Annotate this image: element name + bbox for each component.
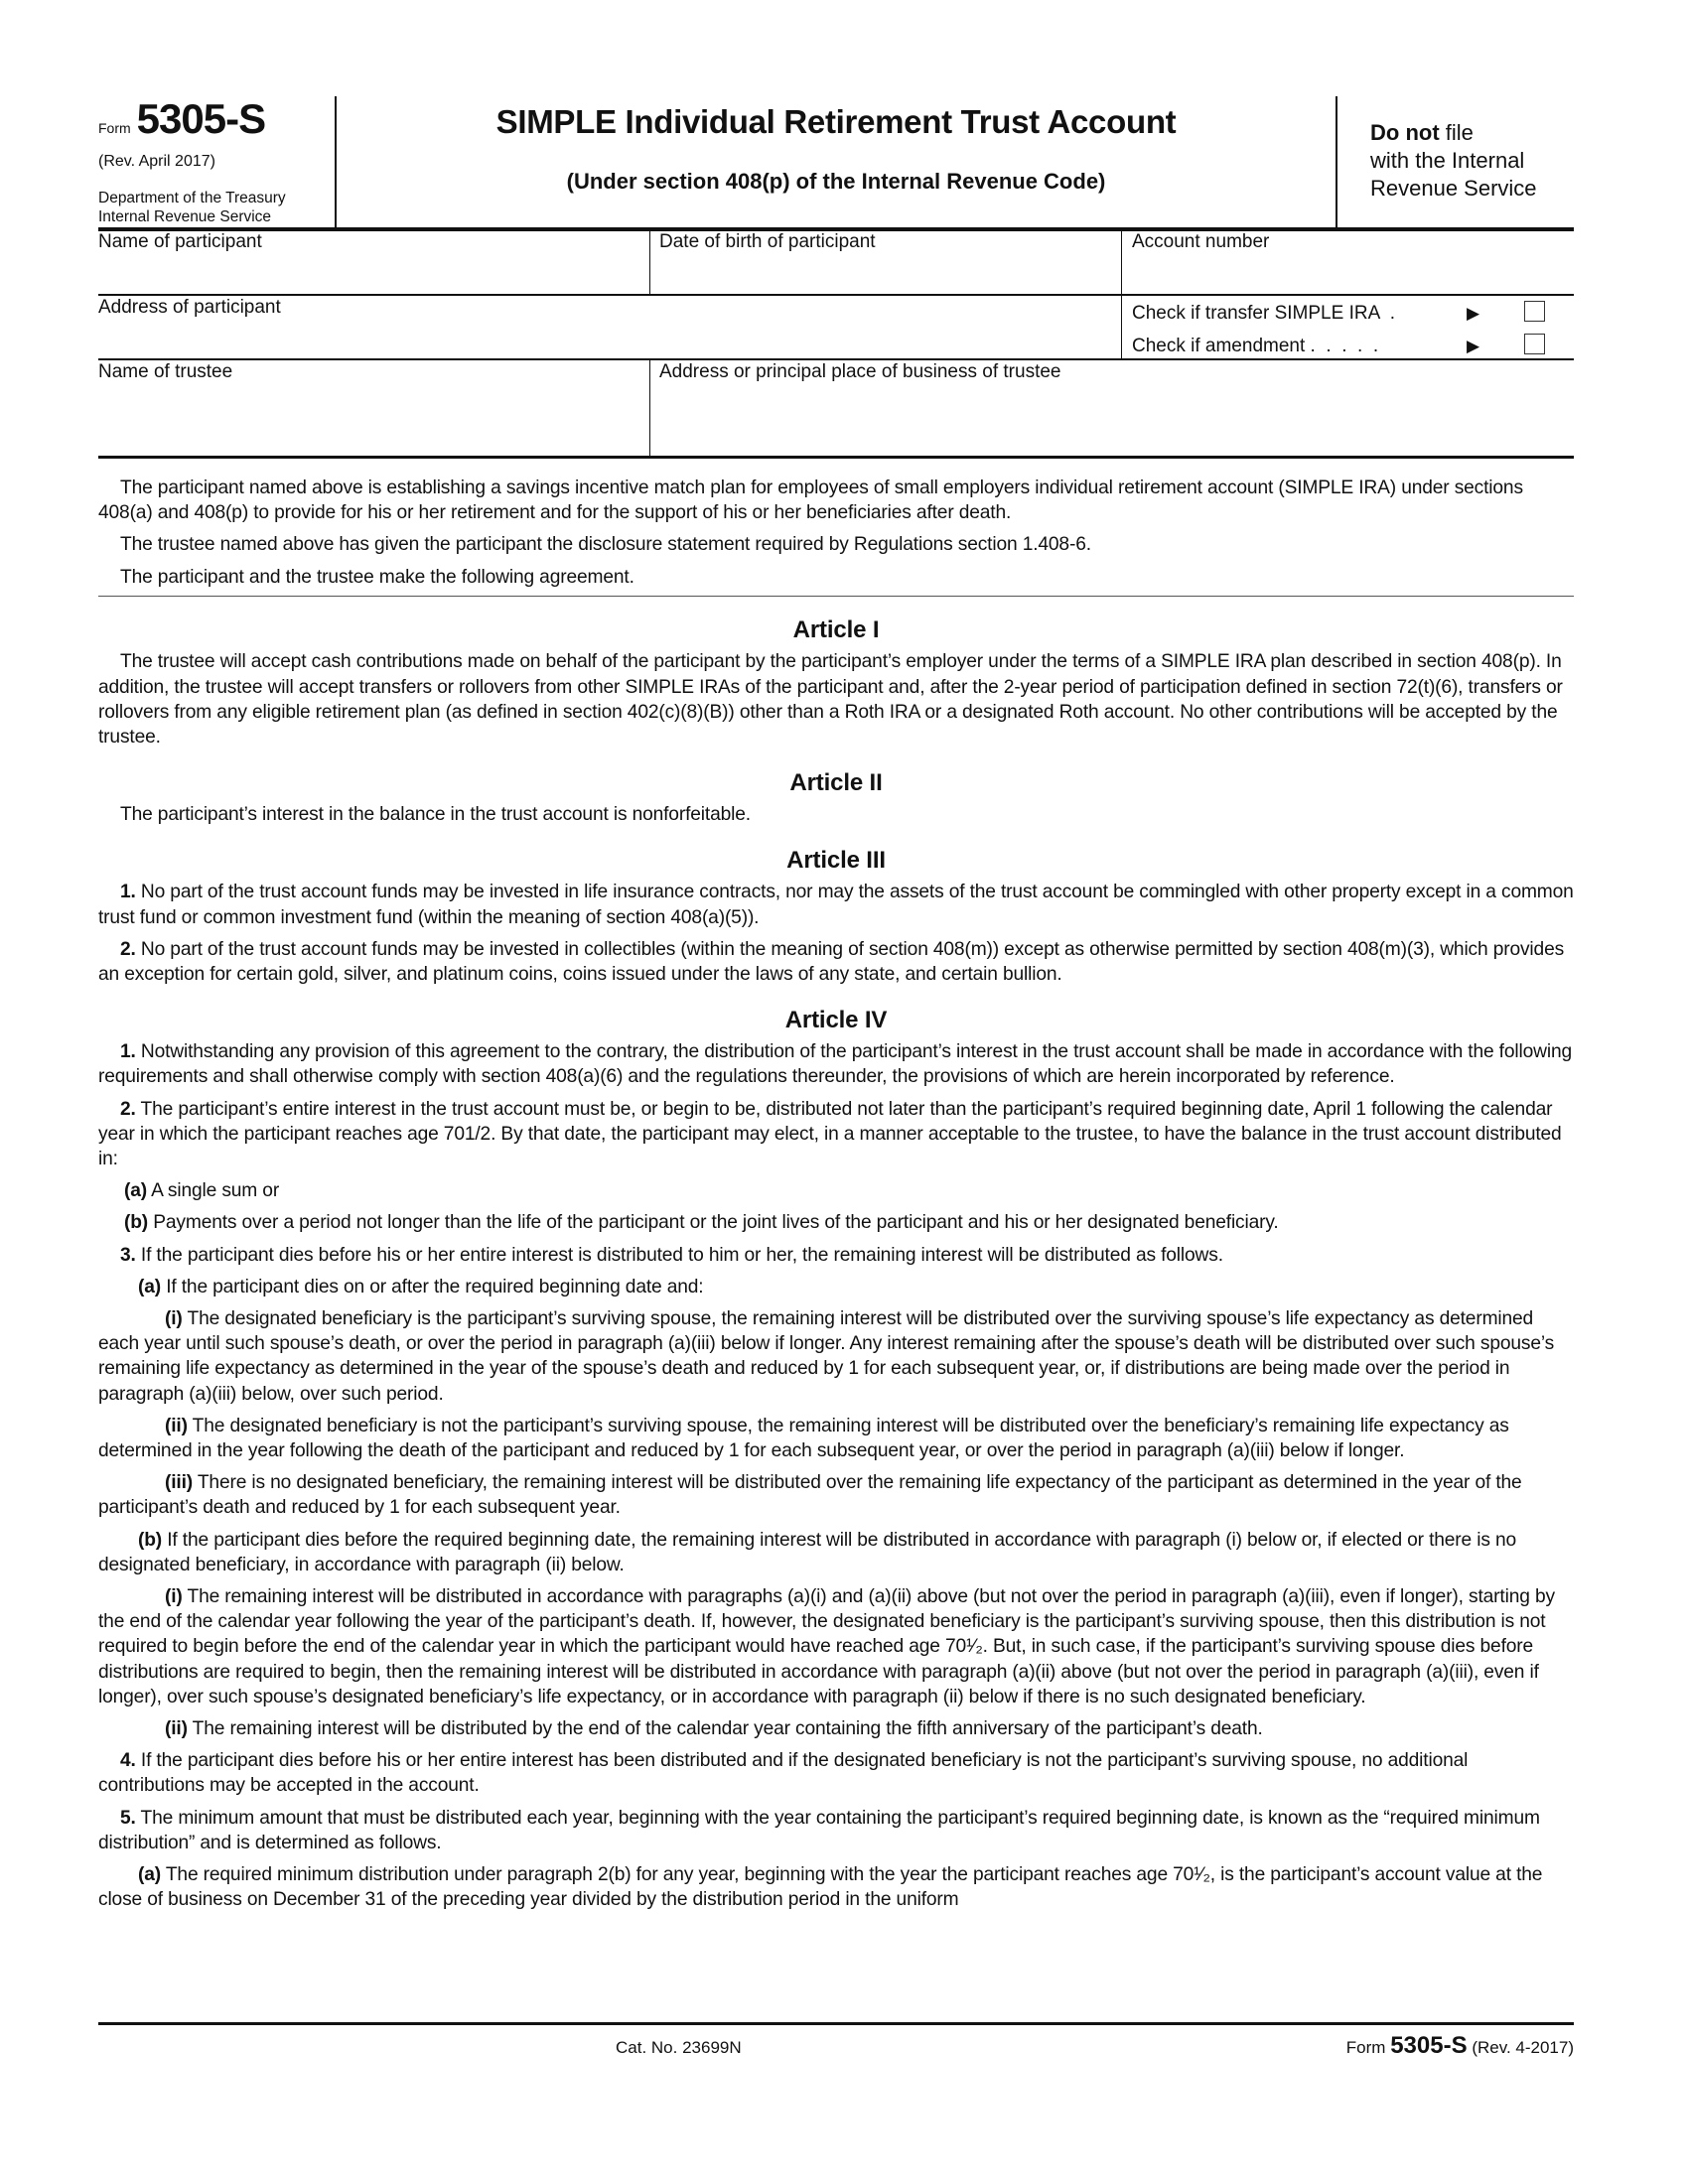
intro-paragraph: The trustee named above has given the participant the disclosure statement required by Regulations section 1.408-6. [120, 534, 1091, 556]
paragraph-text: The participant’s interest in the balance in the trust account is nonforfeitable. [120, 804, 751, 826]
article-paragraph [98, 1243, 1574, 1268]
intro-paragraph: The participant and the trustee make the following agreement. [120, 566, 634, 588]
do-not-file-notice [1370, 119, 1537, 203]
amendment-checkbox[interactable] [1524, 334, 1545, 354]
paragraph-text: A single sum or [147, 1180, 280, 1202]
paragraph-text: No part of the trust account funds may be invested in collectibles (within the meaning of section 408(m)) except as otherwise permitted by section 408(m)(3), which provides an exception for certain gold, silver, and platinum coins, coins issued under the laws of any state, and certain bullion. [98, 938, 1565, 985]
paragraph-text: There is no designated beneficiary, the remaining interest will be distributed over the remaining life expectancy of the participant as determined in the year of the participant’s death and reduced by 1 for each subsequent year. [98, 1472, 1522, 1519]
footer-form-number [1346, 2032, 1574, 2060]
article-paragraph [98, 1528, 1574, 1577]
dept-line: Department of the Treasury [98, 190, 286, 206]
paragraph-text: The remaining interest will be distributed in accordance with paragraphs (a)(i) and (a)(ii) above (but not over the period in paragraph (a)(iii), even if longer), starting by the end of the calendar year following the year of the participant’s death. If, however, the designated beneficiary is the participant’s surviving spouse, then this distribution is not required to begin before the end of the calendar year in which the participant would have reached age 70¹⁄₂. But, in such case, if the participant’s surviving spouse dies before distributions are required to begin, then the remaining interest will be distributed in accordance with paragraph (a)(ii) above (but not over the period in paragraph (a)(iii), even if longer), over such spouse’s designated beneficiary’s life expectancy, or in accordance with paragraph (ii) below if there is no such designated beneficiary. [98, 1586, 1555, 1707]
paragraph-number: (i) [165, 1307, 183, 1329]
article-heading: Article I [792, 616, 880, 644]
paragraph-number: 2. [120, 1098, 136, 1120]
paragraph-text: The trustee will accept cash contributions made on behalf of the participant by the participant’s employer under the terms of a SIMPLE IRA plan described in section 408(p). In addition, the trustee will accept transfers or rollovers from other SIMPLE IRAs of the participant and, after the 2-year period of participation defined in section 72(t)(6), transfers or rollovers from any eligible retirement plan (as defined in section 402(c)(8)(B)) other than a Roth IRA or a designated Roth account. No other contributions will be accepted by the trustee. [98, 651, 1563, 748]
do-not-line2: with the Internal [1370, 148, 1525, 173]
article-paragraph [98, 802, 1574, 827]
article-paragraph [98, 1039, 1574, 1089]
footer-revision: (Rev. 4-2017) [1472, 2038, 1574, 2057]
article-paragraph [98, 1275, 1574, 1299]
form-number-value: 5305-S [136, 95, 266, 142]
article-paragraph [98, 1470, 1574, 1520]
paragraph-text: No part of the trust account funds may be invested in life insurance contracts, nor may the assets of the trust account be commingled with other property except in a common trust fund or common investment fund (within the meaning of section 408(a)(5)). [98, 882, 1574, 928]
article-heading: Article III [786, 847, 886, 875]
rule [98, 358, 1574, 360]
paragraph-number: (i) [165, 1586, 183, 1607]
paragraph-number: (a) [124, 1180, 148, 1202]
agreement-body [98, 476, 1574, 1919]
article-paragraph [98, 1210, 1574, 1235]
paragraph-number: (a) [138, 1276, 162, 1297]
paragraph-text: The required minimum distribution under paragraph 2(b) for any year, beginning with the year the participant reaches age 70¹⁄₂, is the participant’s account value at the close of business on December 31 of the preceding year divided by the distribution period in the uniform [98, 1864, 1543, 1911]
article-paragraph [98, 1306, 1574, 1407]
paragraph-text: The remaining interest will be distributed by the end of the calendar year containing the fifth anniversary of the participant’s death. [187, 1718, 1263, 1740]
article-paragraph [98, 1097, 1574, 1172]
paragraph-text: If the participant dies before his or her entire interest is distributed to him or her, the remaining interest will be distributed as follows. [135, 1244, 1223, 1266]
transfer-simple-ira-checkbox[interactable] [1524, 301, 1545, 322]
article-paragraph [98, 1178, 1574, 1203]
paragraph-number: (ii) [165, 1718, 188, 1740]
paragraph-number: (b) [124, 1212, 149, 1234]
thick-rule [98, 2022, 1574, 2025]
divider [1336, 96, 1337, 229]
paragraph-text: The minimum amount that must be distributed each year, beginning with the year containing the participant’s required beginning date, is known as the “required minimum distribution” and is determined as follows. [98, 1807, 1540, 1853]
article-paragraph [98, 649, 1574, 750]
divider [649, 358, 650, 458]
paragraph-number: 2. [120, 938, 136, 960]
amendment-label: Check if amendment . . . . . [1132, 336, 1379, 356]
article-paragraph [98, 1716, 1574, 1741]
article-paragraph [98, 1806, 1574, 1855]
form-subtitle: (Under section 408(p) of the Internal Revenue Code) [566, 169, 1106, 194]
paragraph-number: (ii) [165, 1415, 188, 1436]
form-number [98, 95, 265, 143]
transfer-label: Check if transfer SIMPLE IRA . [1132, 303, 1396, 324]
rule [98, 596, 1574, 598]
paragraph-text: If the participant dies before the required beginning date, the remaining interest will be distributed in accordance with paragraph (i) below or, if elected or there is no designated beneficiary, in accordance with paragraph (ii) below. [98, 1529, 1517, 1575]
do-not-bold: Do not [1370, 120, 1440, 145]
paragraph-text: Payments over a period not longer than the life of the participant or the joint lives of the participant and his or her designated beneficiary. [148, 1212, 1279, 1234]
form-title: SIMPLE Individual Retirement Trust Account [495, 103, 1177, 140]
paragraph-number: 3. [120, 1244, 136, 1266]
article-paragraph [98, 1748, 1574, 1798]
address-of-trustee-field[interactable]: Address or principal place of business of trustee [659, 361, 1061, 382]
arrow-right-icon: ▶ [1467, 337, 1480, 355]
irs-line: Internal Revenue Service [98, 208, 272, 225]
paragraph-number: (b) [138, 1529, 163, 1551]
dob-participant-field[interactable]: Date of birth of participant [659, 231, 876, 252]
do-not-rest: file [1439, 120, 1474, 145]
paragraph-number: (a) [138, 1864, 162, 1886]
article-heading: Article II [789, 769, 883, 797]
do-not-line3: Revenue Service [1370, 176, 1537, 201]
arrow-right-icon: ▶ [1467, 304, 1480, 323]
article-paragraph [98, 1584, 1574, 1709]
paragraph-number: 1. [120, 882, 136, 903]
article-paragraph [98, 1414, 1574, 1463]
article-heading: Article IV [784, 1007, 888, 1034]
rule [98, 294, 1574, 296]
article-paragraph [98, 880, 1574, 929]
address-of-participant-field[interactable]: Address of participant [98, 297, 281, 318]
catalog-number: Cat. No. 23699N [616, 2038, 742, 2057]
divider [1121, 229, 1122, 358]
paragraph-number: 1. [120, 1041, 136, 1063]
paragraph-text: The designated beneficiary is not the participant’s surviving spouse, the remaining interest will be distributed over the beneficiary’s remaining life expectancy as determined in the year following the death of the participant and reduced by 1 for each subsequent year, or over the period in paragraph (a)(iii) below if longer. [98, 1415, 1509, 1461]
footer-form-value: 5305-S [1390, 2032, 1468, 2059]
paragraph-number: 5. [120, 1807, 136, 1829]
paragraph-text: If the participant dies on or after the required beginning date and: [161, 1276, 704, 1297]
paragraph-number: (iii) [165, 1472, 194, 1494]
revision-date: (Rev. April 2017) [98, 153, 215, 170]
intro-paragraph: The participant named above is establishing a savings incentive match plan for employees of small employers individual retirement account (SIMPLE IRA) under sections 408(a) and 408(p) to provide for his or her retirement and for the support of his or her beneficiaries after death. [98, 478, 1523, 524]
paragraph-text: The participant’s entire interest in the trust account must be, or begin to be, distributed not later than the participant’s required beginning date, April 1 following the calendar year in which the participant reaches age 701/2. By that date, the participant may elect, in a manner acceptable to the trustee, to have the balance in the trust account distributed in: [98, 1098, 1562, 1169]
paragraph-number: 4. [120, 1750, 136, 1772]
paragraph-text: The designated beneficiary is the participant’s surviving spouse, the remaining interest will be distributed over the surviving spouse’s life expectancy as determined each year until such spouse’s death, or over the period in paragraph (a)(iii) below if longer. Any interest remaining after the spouse’s death will be distributed over such spouse’s remaining life expectancy as determined in the year of the spouse’s death and reduced by 1 for each subsequent year, or, if distributions are being made over the period in paragraph (a)(iii) below, over such period. [98, 1307, 1555, 1405]
article-paragraph [98, 937, 1574, 987]
articles [98, 616, 1574, 1912]
footer-form-label: Form [1345, 2038, 1386, 2057]
account-number-field[interactable]: Account number [1132, 231, 1270, 252]
paragraph-text: If the participant dies before his or her entire interest has been distributed and if the designated beneficiary is not the participant’s surviving spouse, no additional contributions may be accepted in the account. [98, 1750, 1469, 1797]
name-of-participant-field[interactable]: Name of participant [98, 231, 262, 252]
form-label: Form [98, 120, 131, 136]
divider [649, 229, 650, 294]
paragraph-text: Notwithstanding any provision of this agreement to the contrary, the distribution of the participant’s interest in the trust account shall be made in accordance with the following requirements and shall otherwise comply with section 408(a)(6) and the regulations thereunder, the provisions of which are herein incorporated by reference. [98, 1041, 1572, 1088]
name-of-trustee-field[interactable]: Name of trustee [98, 361, 233, 382]
article-paragraph [98, 1862, 1574, 1912]
thick-rule [98, 456, 1574, 459]
agency [98, 189, 286, 226]
